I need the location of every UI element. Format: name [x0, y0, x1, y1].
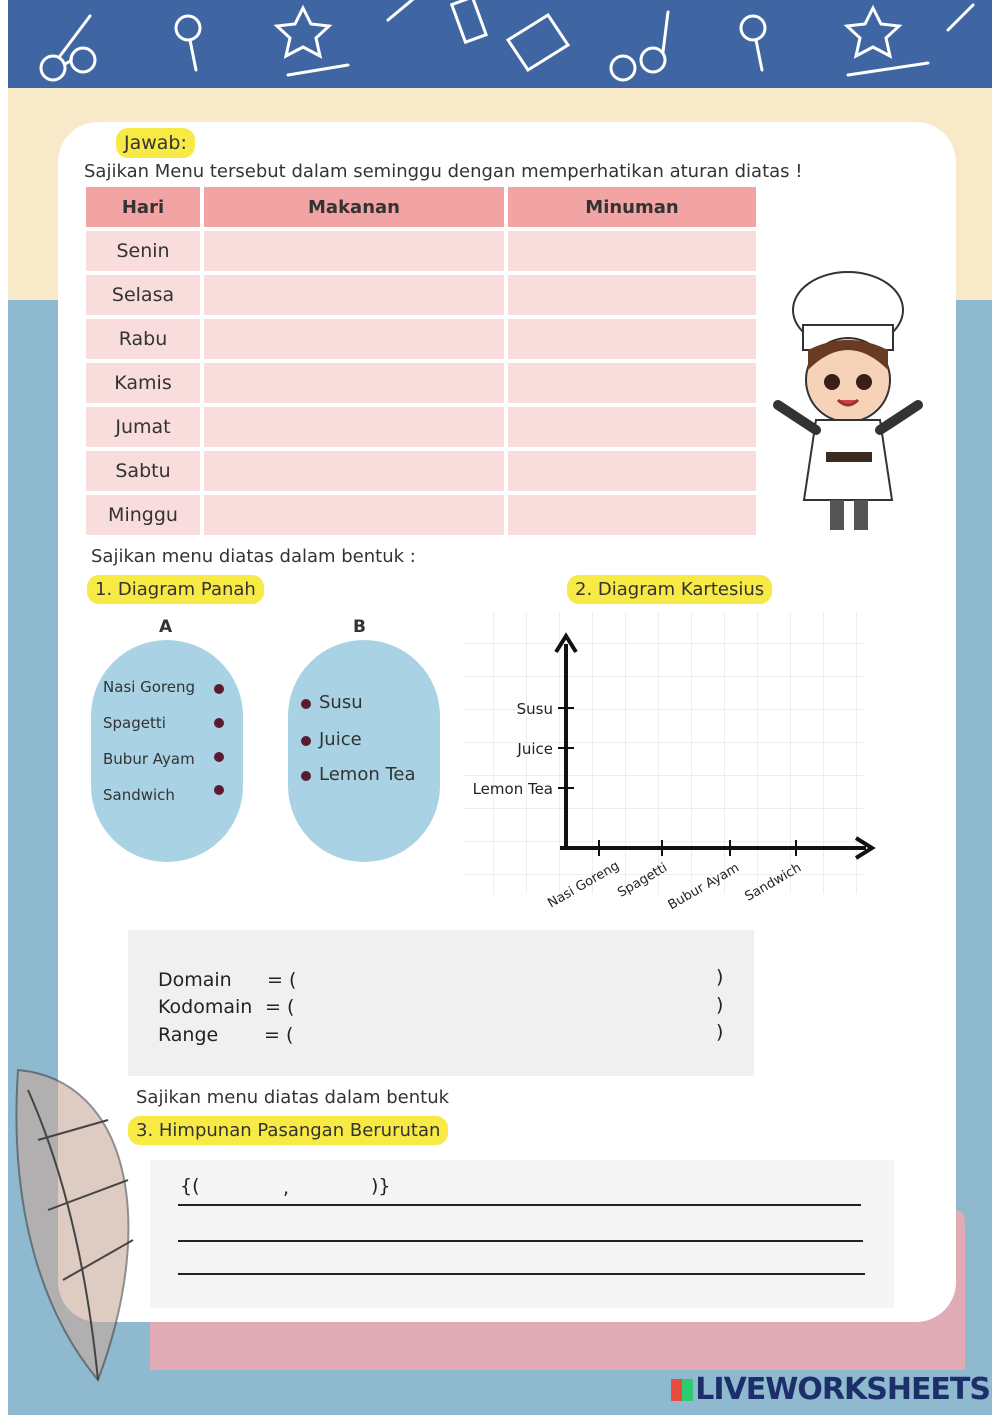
set-a-item: Spagetti: [103, 714, 166, 732]
makanan-cell[interactable]: [204, 495, 504, 535]
set-a-point[interactable]: [214, 752, 224, 762]
answer-line[interactable]: [178, 1240, 863, 1242]
minuman-cell[interactable]: [508, 231, 756, 271]
day-cell: Jumat: [86, 407, 200, 447]
set-a-label: A: [159, 617, 173, 637]
header-hari: Hari: [86, 187, 200, 227]
himpunan-box: [150, 1160, 894, 1308]
set-b-point[interactable]: [301, 736, 311, 746]
header-minuman: Minuman: [508, 187, 756, 227]
doodle-icons: [8, 0, 992, 88]
instruction-text: Sajikan Menu tersebut dalam seminggu dengan memperhatikan aturan diatas !: [84, 161, 803, 182]
pair-comma: ,: [283, 1177, 290, 1199]
minuman-cell[interactable]: [508, 451, 756, 491]
logo-icon: [671, 1379, 693, 1401]
liveworksheets-logo: [671, 1372, 990, 1407]
range-label: Range: [158, 1024, 219, 1046]
set-a-item: Nasi Goreng: [103, 678, 196, 696]
minuman-cell[interactable]: [508, 275, 756, 315]
set-a-item: Sandwich: [103, 786, 175, 804]
diagram-kartesius-title: 2. Diagram Kartesius: [567, 575, 772, 604]
day-cell: Senin: [86, 231, 200, 271]
table-row: [86, 231, 756, 271]
makanan-cell[interactable]: [204, 451, 504, 491]
set-b-item: Susu: [319, 692, 363, 713]
table-row: [86, 319, 756, 359]
set-b-item: Juice: [319, 729, 362, 750]
y-tick-label: Lemon Tea: [472, 780, 553, 798]
makanan-cell[interactable]: [204, 407, 504, 447]
makanan-cell[interactable]: [204, 319, 504, 359]
domain-label: Domain: [158, 969, 232, 991]
minuman-cell[interactable]: [508, 495, 756, 535]
present-label-2: Sajikan menu diatas dalam bentuk: [136, 1087, 450, 1108]
domain-close: ): [716, 966, 724, 988]
header-makanan: Makanan: [204, 187, 504, 227]
x-tick-label: Bubur Ayam: [665, 860, 742, 914]
present-label: Sajikan menu diatas dalam bentuk :: [91, 546, 416, 567]
day-cell: Selasa: [86, 275, 200, 315]
answer-line[interactable]: [178, 1273, 865, 1275]
y-tick-label: Juice: [517, 740, 553, 758]
minuman-cell[interactable]: [508, 407, 756, 447]
table-row: [86, 363, 756, 403]
makanan-cell[interactable]: [204, 231, 504, 271]
top-banner: [8, 0, 992, 88]
minuman-cell[interactable]: [508, 319, 756, 359]
answer-line[interactable]: [178, 1204, 861, 1206]
jawab-label: Jawab:: [116, 128, 195, 158]
chef-girl-icon: [768, 270, 930, 540]
day-cell: Minggu: [86, 495, 200, 535]
set-a-item: Bubur Ayam: [103, 750, 195, 768]
day-cell: Kamis: [86, 363, 200, 403]
set-a-point[interactable]: [214, 684, 224, 694]
set-b-ellipse: [288, 640, 440, 862]
table-row: [86, 275, 756, 315]
makanan-cell[interactable]: [204, 275, 504, 315]
kodomain-close: ): [716, 994, 724, 1016]
table-row: [86, 407, 756, 447]
day-cell: Sabtu: [86, 451, 200, 491]
minuman-cell[interactable]: [508, 363, 756, 403]
set-b-point[interactable]: [301, 771, 311, 781]
logo-text: LIVEWORKSHEETS: [695, 1372, 990, 1407]
pair-close: )}: [371, 1175, 391, 1197]
diagram-panah-title: 1. Diagram Panah: [87, 575, 264, 604]
set-a-point[interactable]: [214, 718, 224, 728]
set-b-item: Lemon Tea: [319, 764, 416, 785]
cartesian-diagram: [460, 610, 880, 930]
day-cell: Rabu: [86, 319, 200, 359]
x-tick-label: Nasi Goreng: [545, 858, 622, 912]
makanan-cell[interactable]: [204, 363, 504, 403]
range-close: ): [716, 1021, 724, 1043]
kodomain-eq: = (: [265, 996, 295, 1018]
menu-table: [82, 183, 760, 539]
x-tick-label: Spagetti: [615, 860, 670, 901]
set-b-label: B: [353, 617, 366, 637]
kodomain-label: Kodomain: [158, 996, 253, 1018]
himpunan-title: 3. Himpunan Pasangan Berurutan: [128, 1116, 448, 1145]
set-b-point[interactable]: [301, 699, 311, 709]
domain-eq: = (: [267, 969, 297, 991]
y-tick-label: Susu: [516, 700, 553, 718]
set-a-point[interactable]: [214, 785, 224, 795]
pair-open: {(: [180, 1175, 200, 1197]
table-row: [86, 495, 756, 535]
range-eq: = (: [264, 1024, 294, 1046]
table-row: [86, 451, 756, 491]
leaf-icon: [8, 1060, 158, 1390]
x-tick-label: Sandwich: [742, 860, 804, 905]
